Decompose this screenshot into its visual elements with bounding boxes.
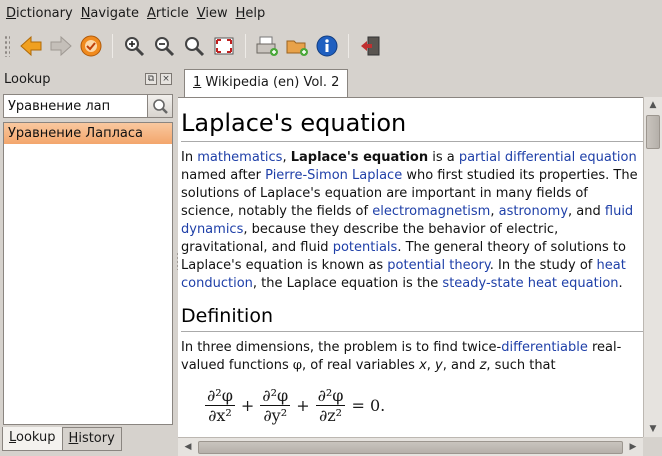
eq-denominator: ∂z² (318, 405, 343, 425)
menu-accel: N (80, 5, 91, 21)
article-link[interactable]: steady-state heat equation (442, 276, 619, 291)
back-arrow-icon (19, 35, 43, 57)
quit-button[interactable] (355, 31, 385, 61)
scroll-right-icon[interactable]: ▶ (629, 442, 637, 452)
search-button[interactable] (148, 94, 173, 118)
menu-accel: D (6, 5, 17, 21)
section-heading-definition: Definition (181, 303, 643, 332)
menu-accel: V (196, 5, 206, 21)
italic-variable: x (419, 358, 427, 373)
lookup-panel-header (0, 67, 175, 91)
tab-accel: H (68, 431, 79, 446)
info-icon (316, 35, 338, 57)
intro-paragraph: In mathematics, Laplace's equation is a partial differential equation named after Pierre-Simon Laplace who first studied its properties. The solutions of Laplace's equation are important in many fields of science, notably the fields of electromagnetism, astronomy, and fluid dynamics, because they describe the behavior of electric, gravitational, and fluid potentials. The general theory of solutions to Laplace's equation is known as potential theory. In the study of heat conduction, the Laplace equation is the steady-state heat equation. (181, 150, 638, 291)
article-link[interactable]: fluid dynamics (181, 204, 634, 237)
menu-view[interactable] (196, 6, 235, 21)
tab-history[interactable] (62, 427, 122, 451)
math-symbol: φ (292, 358, 303, 373)
zoom-reset-button[interactable] (179, 31, 209, 61)
menu-label: iew (205, 5, 228, 21)
italic-variable: y (435, 358, 443, 373)
article-link[interactable]: electromagnetism (372, 204, 491, 219)
scroll-thumb[interactable] (646, 115, 660, 149)
eq-denominator: ∂y² (263, 405, 288, 425)
menu-help[interactable] (235, 6, 273, 21)
scroll-up-icon[interactable]: ▲ (649, 100, 657, 110)
eq-numerator: ∂²φ (262, 385, 289, 405)
scroll-down-icon[interactable]: ▼ (649, 424, 657, 434)
zoom-reset-icon (183, 35, 205, 57)
list-item[interactable]: Уравнение Лапласа (4, 123, 172, 144)
menu-label: ictionary (16, 5, 73, 21)
tab-accel: L (9, 430, 17, 445)
scrollbar-corner (643, 437, 662, 456)
scan-popup-icon (79, 34, 103, 58)
lookup-search-input[interactable] (3, 94, 148, 118)
close-panel-icon[interactable]: × (160, 73, 172, 85)
zoom-out-icon (153, 35, 175, 57)
toolbar-separator (112, 34, 113, 58)
scan-popup-button[interactable] (76, 31, 106, 61)
article-horizontal-scrollbar[interactable] (178, 437, 643, 456)
menu-label: elp (245, 5, 266, 21)
article-link[interactable]: Pierre-Simon Laplace (265, 168, 403, 183)
main-toolbar (0, 27, 662, 65)
lookup-results-list (3, 122, 173, 425)
tab-lookup[interactable] (2, 427, 63, 451)
zoom-in-button[interactable] (119, 31, 149, 61)
eq-numerator: ∂²φ (317, 385, 344, 405)
forward-button[interactable] (46, 31, 76, 61)
article-link[interactable]: heat conduction (181, 258, 626, 291)
article-tab-bar (181, 67, 662, 97)
italic-variable: z (479, 358, 487, 373)
article-link[interactable]: potentials (332, 240, 398, 255)
article-link[interactable]: differentiable (501, 340, 588, 355)
tab-label: Wikipedia (en) Vol. 2 (201, 75, 340, 90)
zoom-out-button[interactable] (149, 31, 179, 61)
forward-arrow-icon (49, 35, 73, 57)
eq-rhs: = 0. (351, 395, 386, 415)
article-link[interactable]: mathematics (197, 150, 283, 165)
menu-article[interactable] (146, 6, 196, 21)
zoom-in-icon (123, 35, 145, 57)
eq-operator: + (240, 395, 255, 415)
menu-accel: A (147, 5, 156, 21)
back-button[interactable] (16, 31, 46, 61)
tab-label: istory (78, 431, 115, 446)
article-link[interactable]: astronomy (498, 204, 569, 219)
fullscreen-icon (213, 35, 235, 57)
save-article-icon (285, 35, 309, 57)
laplace-equation (203, 381, 643, 429)
tab-label: ookup (16, 430, 56, 445)
menu-accel: H (235, 5, 246, 21)
definition-paragraph: In three dimensions, the problem is to find twice-differentiable real-valued functions φ, of real variables x, y, and z, such that (181, 340, 622, 373)
scroll-left-icon[interactable]: ◀ (184, 442, 192, 452)
menu-label: avigate (90, 5, 140, 21)
fullscreen-button[interactable] (209, 31, 239, 61)
scroll-thumb[interactable] (198, 441, 623, 454)
menu-bar (0, 0, 662, 26)
article-view (178, 97, 662, 437)
article-content (181, 98, 643, 437)
eq-denominator: ∂x² (208, 405, 232, 425)
eq-numerator: ∂²φ (207, 385, 233, 405)
info-button[interactable] (312, 31, 342, 61)
float-panel-icon[interactable]: ⧉ (145, 73, 157, 85)
save-article-button[interactable] (282, 31, 312, 61)
toolbar-separator (348, 34, 349, 58)
article-vertical-scrollbar[interactable] (643, 97, 662, 437)
menu-dictionary[interactable] (5, 6, 80, 21)
article-title: Laplace's equation (181, 108, 643, 142)
search-icon (152, 98, 169, 115)
eq-operator: + (296, 395, 310, 415)
tab-wikipedia-en-vol2[interactable] (184, 69, 348, 98)
bold-term: Laplace's equation (290, 150, 429, 165)
print-icon (255, 35, 279, 57)
toolbar-separator (245, 34, 246, 58)
toolbar-grip[interactable] (4, 35, 10, 57)
lookup-search-row (3, 94, 173, 118)
print-button[interactable] (252, 31, 282, 61)
lookup-panel-tabs (0, 427, 175, 456)
menu-label: rticle (155, 5, 189, 21)
article-link[interactable]: potential theory (387, 258, 490, 273)
menu-navigate[interactable] (80, 6, 146, 21)
quit-icon (359, 35, 381, 57)
lookup-panel-title: Lookup (4, 71, 51, 87)
lookup-panel (0, 67, 175, 456)
tab-number: 1 (193, 75, 202, 90)
article-link[interactable]: partial differential equation (458, 150, 637, 165)
